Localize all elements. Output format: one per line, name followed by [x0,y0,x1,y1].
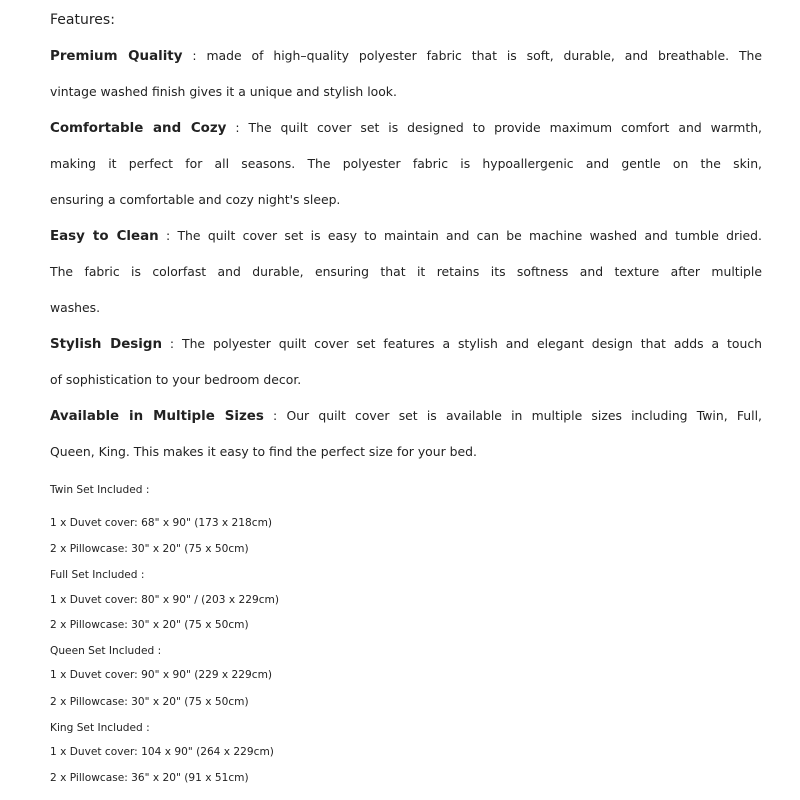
twin-set-item: 1 x Duvet cover: 68" x 90" (173 x 218cm) [50,517,273,529]
feature-stylish-design-line-2: of sophistication to your bedroom decor. [50,372,302,387]
king-set-title: King Set Included : [50,722,150,734]
feature-description: The quilt cover set is designed to provide maximum comfort and warmth, [248,120,762,135]
feature-title: Comfortable and Cozy [50,121,227,136]
features-heading: Features: [50,12,115,28]
feature-title: Available in Multiple Sizes [50,409,264,424]
feature-description: made of high–quality polyester fabric that is soft, durable, and breathable. The [206,48,763,63]
feature-multiple-sizes-line-1: Available in Multiple Sizes : Our quilt cover set is available in multiple sizes including Twin, Full, [50,408,762,424]
feature-title: Easy to Clean [50,229,159,244]
full-set-title: Full Set Included : [50,569,145,581]
king-set-item: 2 x Pillowcase: 36" x 20" (91 x 51cm) [50,772,249,784]
feature-premium-quality-line-2: vintage washed finish gives it a unique and stylish look. [50,84,397,99]
feature-description: Our quilt cover set is available in multiple sizes including Twin, Full, [286,408,762,423]
queen-set-item: 2 x Pillowcase: 30" x 20" (75 x 50cm) [50,696,249,708]
feature-description: The polyester quilt cover set features a stylish and elegant design that adds a touch [182,336,762,351]
feature-stylish-design-line-1: Stylish Design : The polyester quilt cover set features a stylish and elegant design that adds a touch [50,336,762,352]
feature-comfortable-cozy-line-1: Comfortable and Cozy : The quilt cover set is designed to provide maximum comfort and warmth, [50,120,762,136]
queen-set-item: 1 x Duvet cover: 90" x 90" (229 x 229cm) [50,669,273,681]
feature-comfortable-cozy-line-2: making it perfect for all seasons. The polyester fabric is hypoallergenic and gentle on the skin, [50,156,762,171]
king-set-item: 1 x Duvet cover: 104 x 90" (264 x 229cm) [50,746,274,758]
full-set-item: 1 x Duvet cover: 80" x 90" / (203 x 229cm) [50,594,279,606]
full-set-item: 2 x Pillowcase: 30" x 20" (75 x 50cm) [50,619,249,631]
queen-set-title: Queen Set Included : [50,645,162,657]
twin-set-item: 2 x Pillowcase: 30" x 20" (75 x 50cm) [50,543,249,555]
feature-title: Premium Quality [50,49,183,64]
feature-premium-quality-line-1: Premium Quality : made of high–quality polyester fabric that is soft, durable, and breathable. The [50,48,763,64]
twin-set-title: Twin Set Included : [50,484,150,496]
feature-comfortable-cozy-line-3: ensuring a comfortable and cozy night's sleep. [50,192,341,207]
feature-easy-to-clean-line-1: Easy to Clean : The quilt cover set is easy to maintain and can be machine washed and tumble dried. [50,228,762,244]
feature-easy-to-clean-line-3: washes. [50,300,101,315]
feature-easy-to-clean-line-2: The fabric is colorfast and durable, ensuring that it retains its softness and texture after multiple [50,264,762,279]
feature-description: The quilt cover set is easy to maintain and can be machine washed and tumble dried. [177,228,762,243]
feature-multiple-sizes-line-2: Queen, King. This makes it easy to find the perfect size for your bed. [50,444,477,459]
feature-title: Stylish Design [50,337,162,352]
